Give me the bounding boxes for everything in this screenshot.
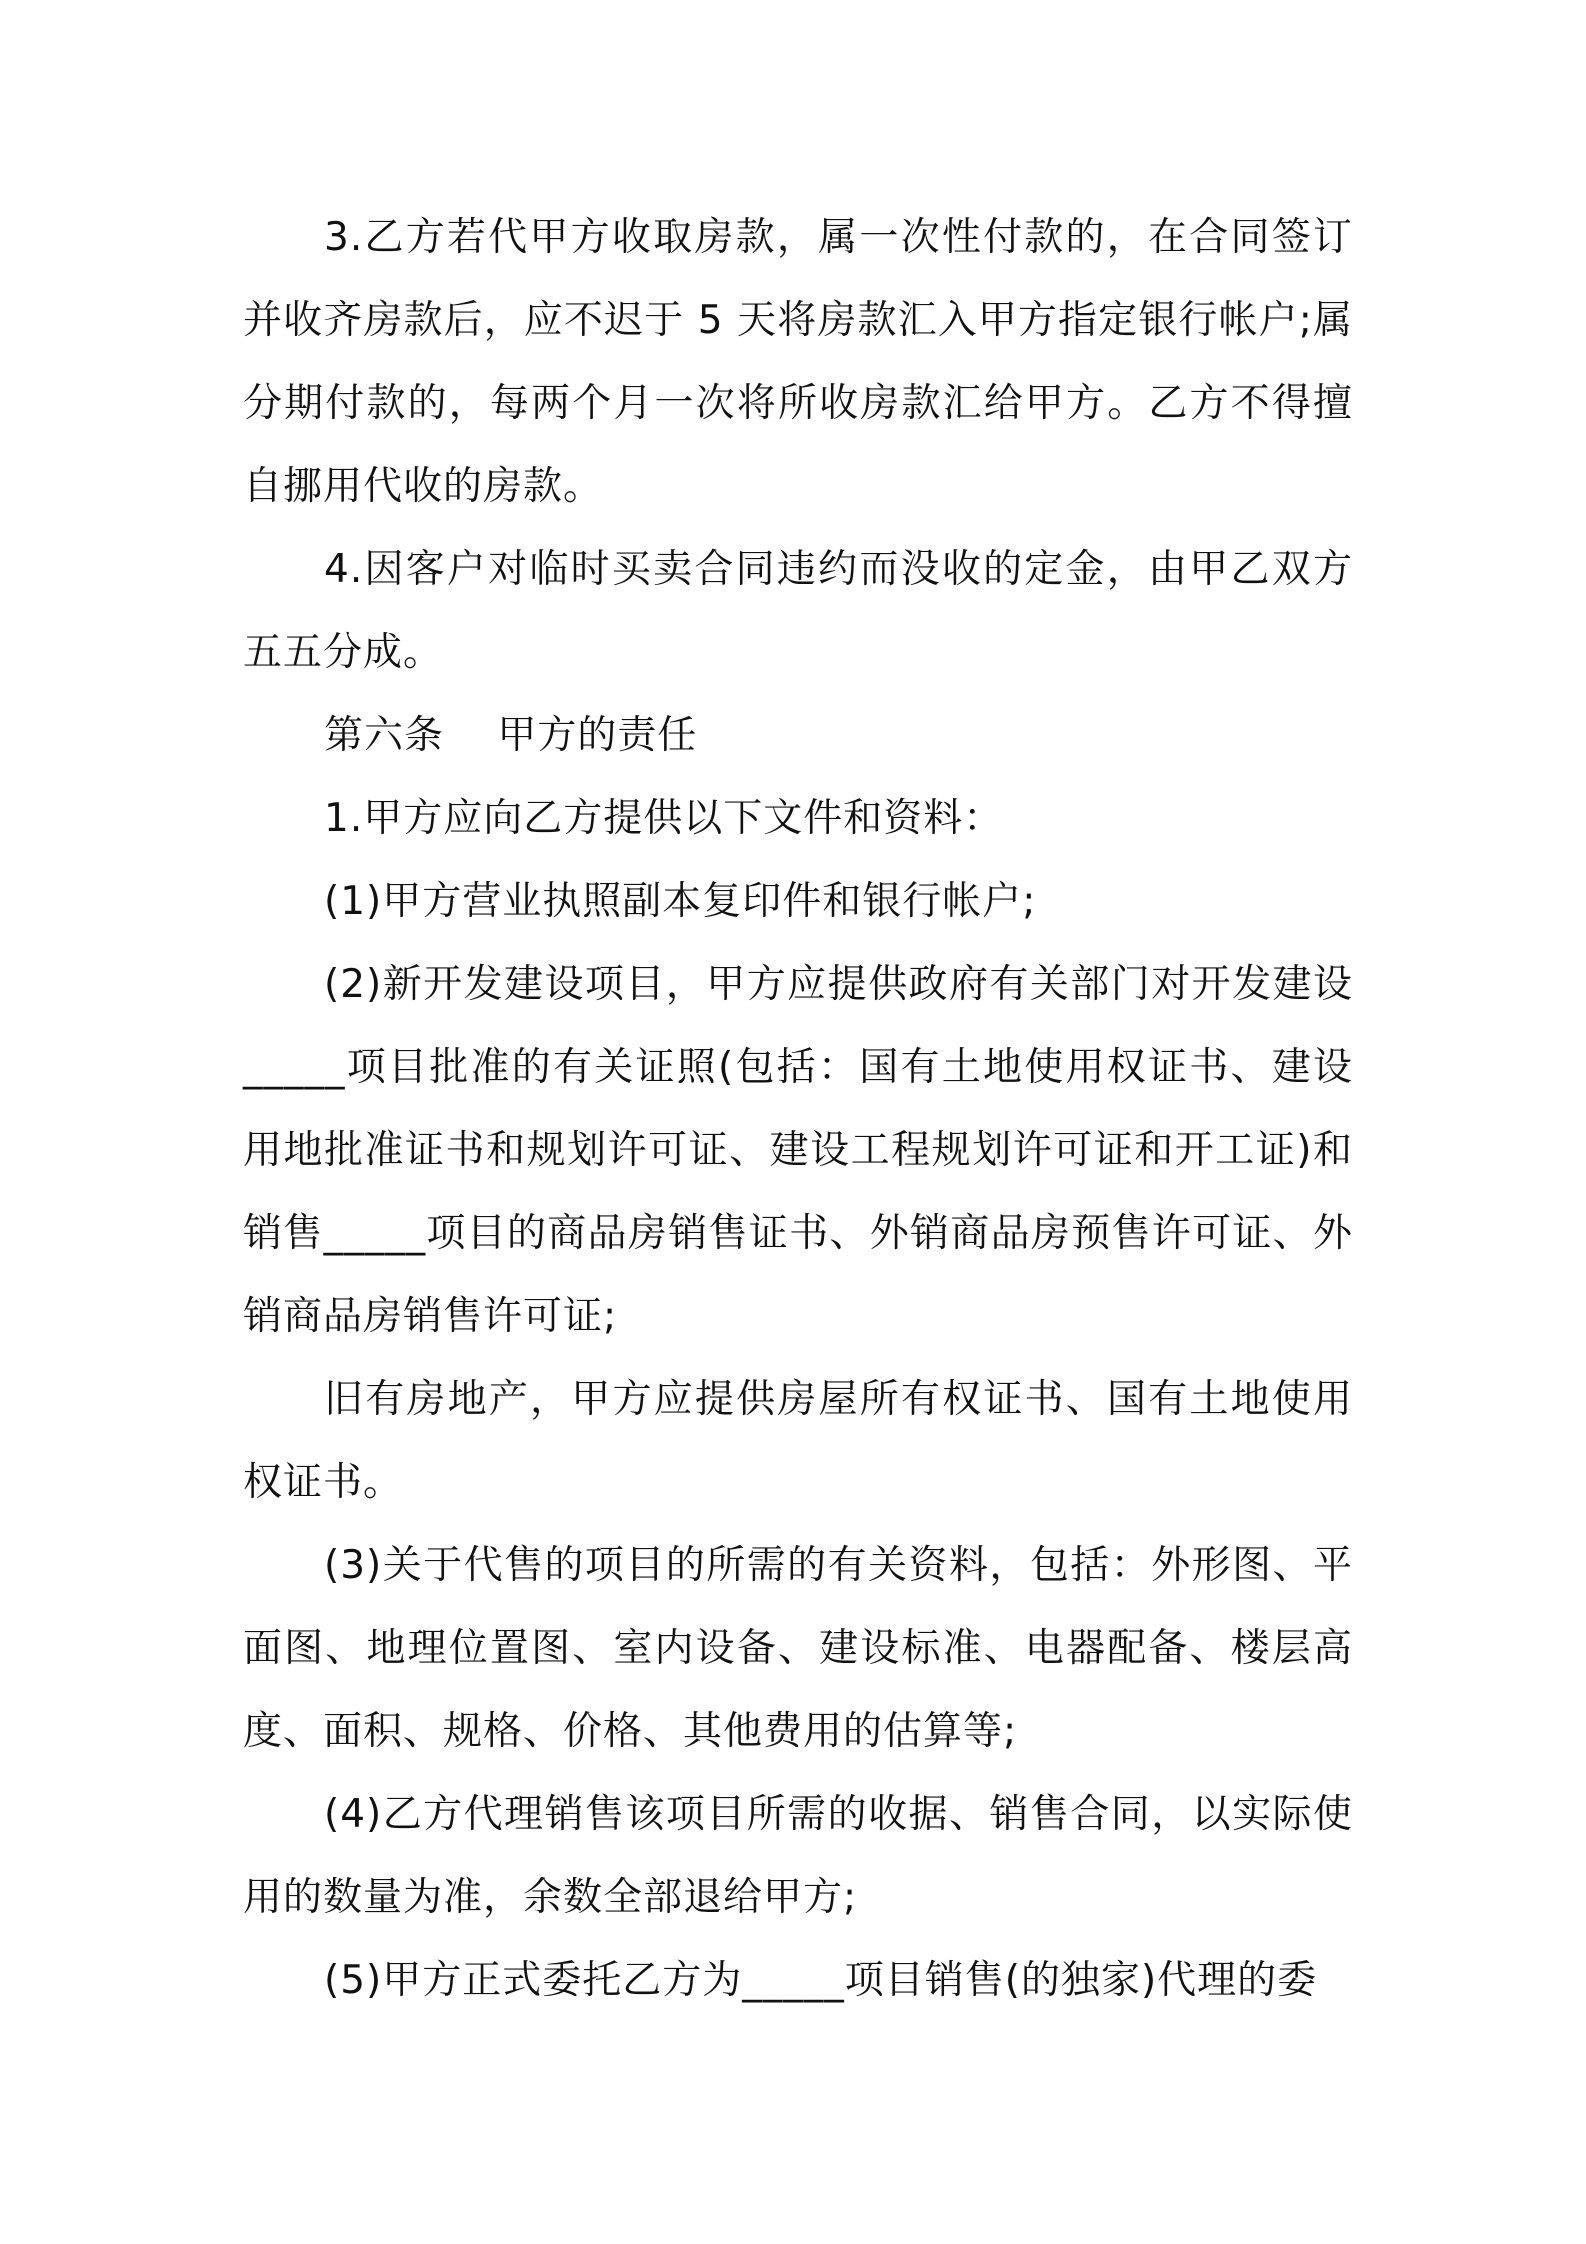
section-heading-article-6: 第六条 甲方的责任 xyxy=(324,713,698,758)
list-item-receipts-contracts: (4)乙方代理销售该项目所需的收据、销售合同，以实际使用的数量为准，余数全部退给甲方; xyxy=(243,1792,1353,1920)
paragraph-payment-collection: 3.乙方若代甲方收取房款，属一次性付款的，在合同签订并收齐房款后，应不迟于 5 天将房款汇入甲方指定银行帐户;属分期付款的，每两个月一次将所收房款汇给甲方。乙方不得擅自挪用代收的房款。 xyxy=(243,215,1353,509)
list-item-new-project-certificates: (2)新开发建设项目，甲方应提供政府有关部门对开发建设_____项目批准的有关证照(包括：国有土地使用权证书、建设用地批准证书和规划许可证、建设工程规划许可证和开工证)和销售_____项目的商品房销售证书、外销商品房预售许可证、外销商品房销售许可证; xyxy=(243,962,1353,1339)
list-item-business-license: (1)甲方营业执照副本复印件和银行帐户; xyxy=(324,879,1037,924)
list-item-exclusive-agency: (5)甲方正式委托乙方为_____项目销售(的独家)代理的委 xyxy=(324,1958,1318,2003)
paragraph-documents-intro: 1.甲方应向乙方提供以下文件和资料： xyxy=(324,796,1004,841)
paragraph-existing-property: 旧有房地产，甲方应提供房屋所有权证书、国有土地使用权证书。 xyxy=(243,1377,1353,1505)
list-item-project-materials: (3)关于代售的项目的所需的有关资料，包括：外形图、平面图、地理位置图、室内设备、建设标准、电器配备、楼层高度、面积、规格、价格、其他费用的估算等; xyxy=(243,1543,1353,1754)
paragraph-deposit-split: 4.因客户对临时买卖合同违约而没收的定金，由甲乙双方五五分成。 xyxy=(243,547,1353,675)
document-body xyxy=(243,196,1353,2022)
